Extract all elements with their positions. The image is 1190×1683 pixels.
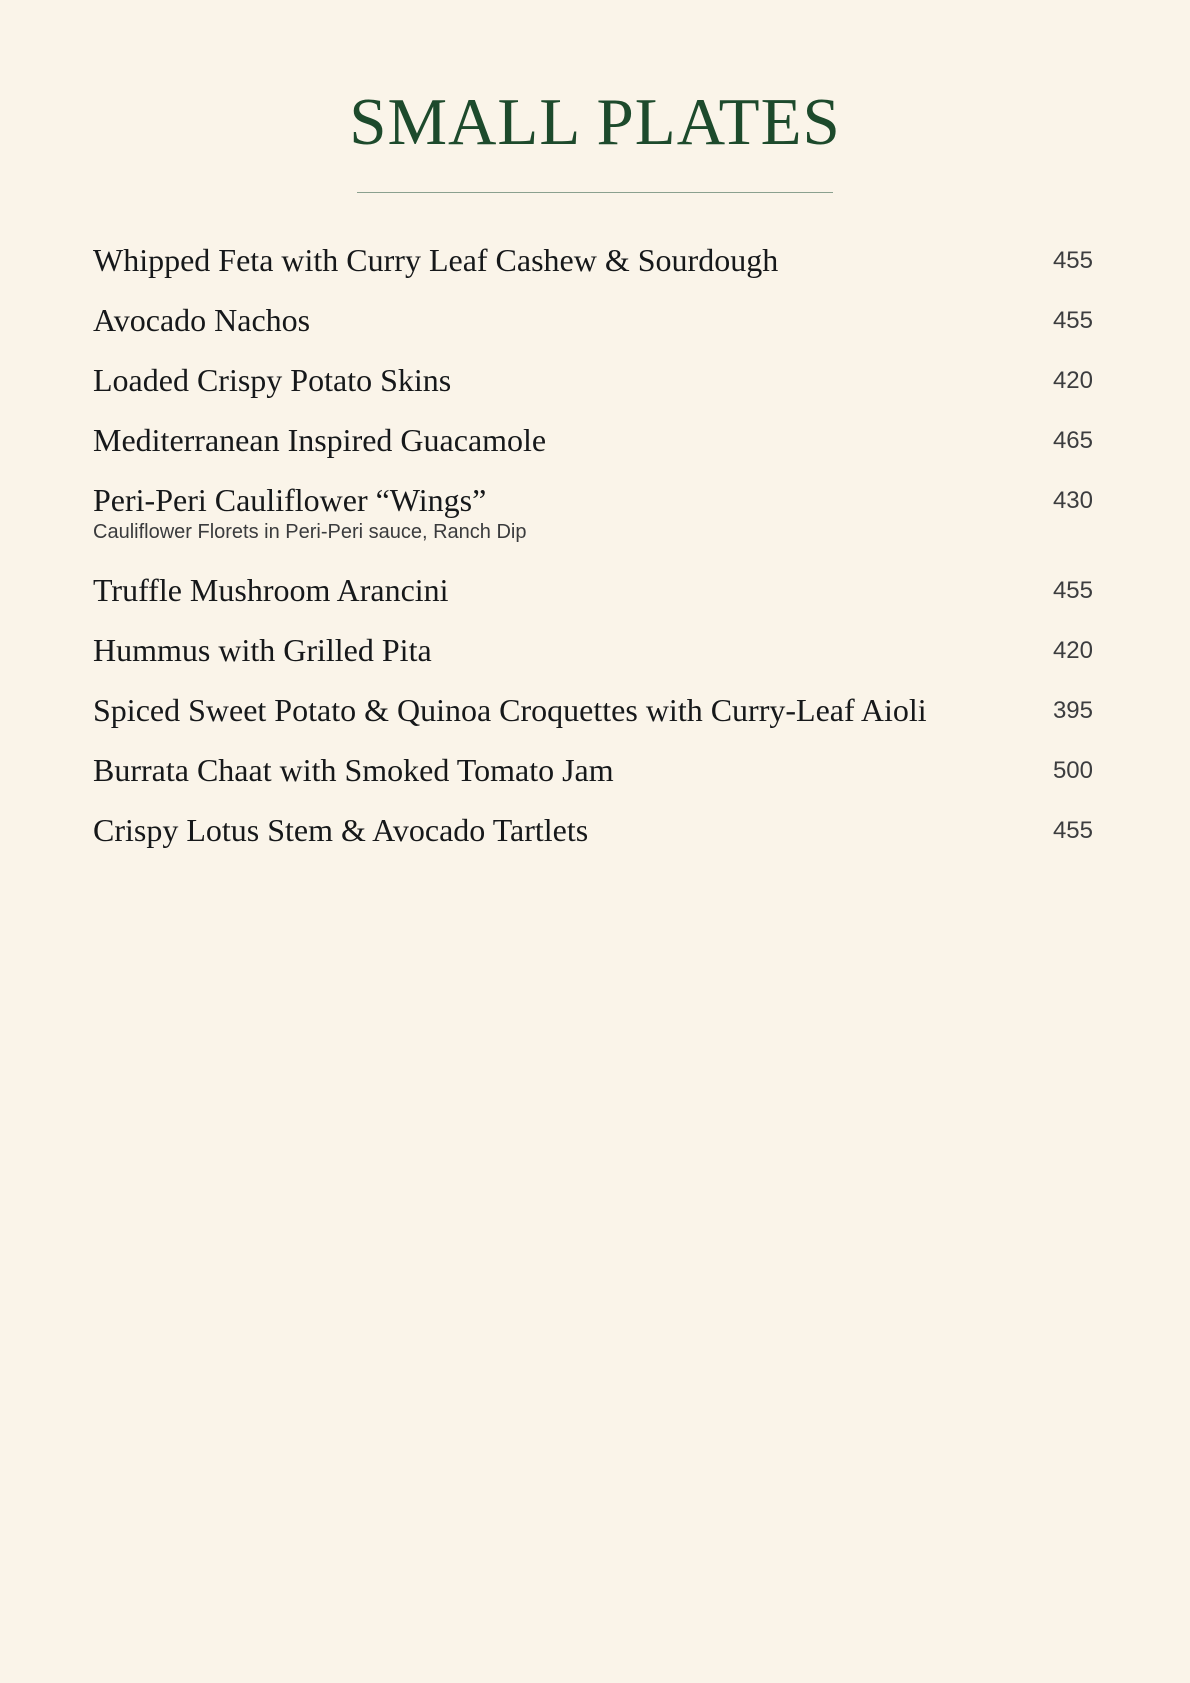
menu-item-price: 455: [1052, 577, 1093, 604]
menu-item-name: Truffle Mushroom Arancini: [93, 572, 449, 608]
title-divider: [357, 192, 833, 193]
menu-item: [93, 750, 1093, 790]
menu-item-price: 455: [1052, 307, 1093, 334]
menu-item-name: Hummus with Grilled Pita: [93, 632, 432, 668]
menu-item: [93, 480, 1093, 544]
menu-item-price: 455: [1052, 247, 1093, 274]
menu-item: [93, 360, 1093, 400]
menu-item: [93, 570, 1093, 610]
menu-item-name: Avocado Nachos: [93, 302, 311, 338]
menu-item-price: 395: [1052, 697, 1093, 724]
menu-item-name: Peri-Peri Cauliflower “Wings”: [93, 482, 487, 518]
menu-item-name: Spiced Sweet Potato & Quinoa Croquettes with Curry-Leaf Aioli: [93, 692, 927, 728]
menu-item-name: Loaded Crispy Potato Skins: [93, 362, 452, 398]
menu-item-price: 500: [1052, 757, 1093, 784]
menu-item: [93, 300, 1093, 340]
menu-item-price: 430: [1052, 487, 1093, 514]
menu-item-name: Whipped Feta with Curry Leaf Cashew & Sourdough: [93, 242, 779, 278]
menu-item-price: 455: [1052, 817, 1093, 844]
menu-item-price: 420: [1052, 367, 1093, 394]
menu-item-name: Burrata Chaat with Smoked Tomato Jam: [93, 752, 614, 788]
menu-item: [93, 690, 1093, 730]
menu-item: [93, 630, 1093, 670]
menu-item: [93, 240, 1093, 280]
menu-item-name: Crispy Lotus Stem & Avocado Tartlets: [93, 812, 589, 848]
menu-item-name: Mediterranean Inspired Guacamole: [93, 422, 547, 458]
page-title: SMALL PLATES: [349, 85, 841, 159]
menu-item-price: 465: [1052, 427, 1093, 454]
menu-item-description: Cauliflower Florets in Peri-Peri sauce, Ranch Dip: [93, 521, 527, 543]
menu-item-price: 420: [1052, 637, 1093, 664]
menu-item: [93, 420, 1093, 460]
menu-item: [93, 810, 1093, 850]
